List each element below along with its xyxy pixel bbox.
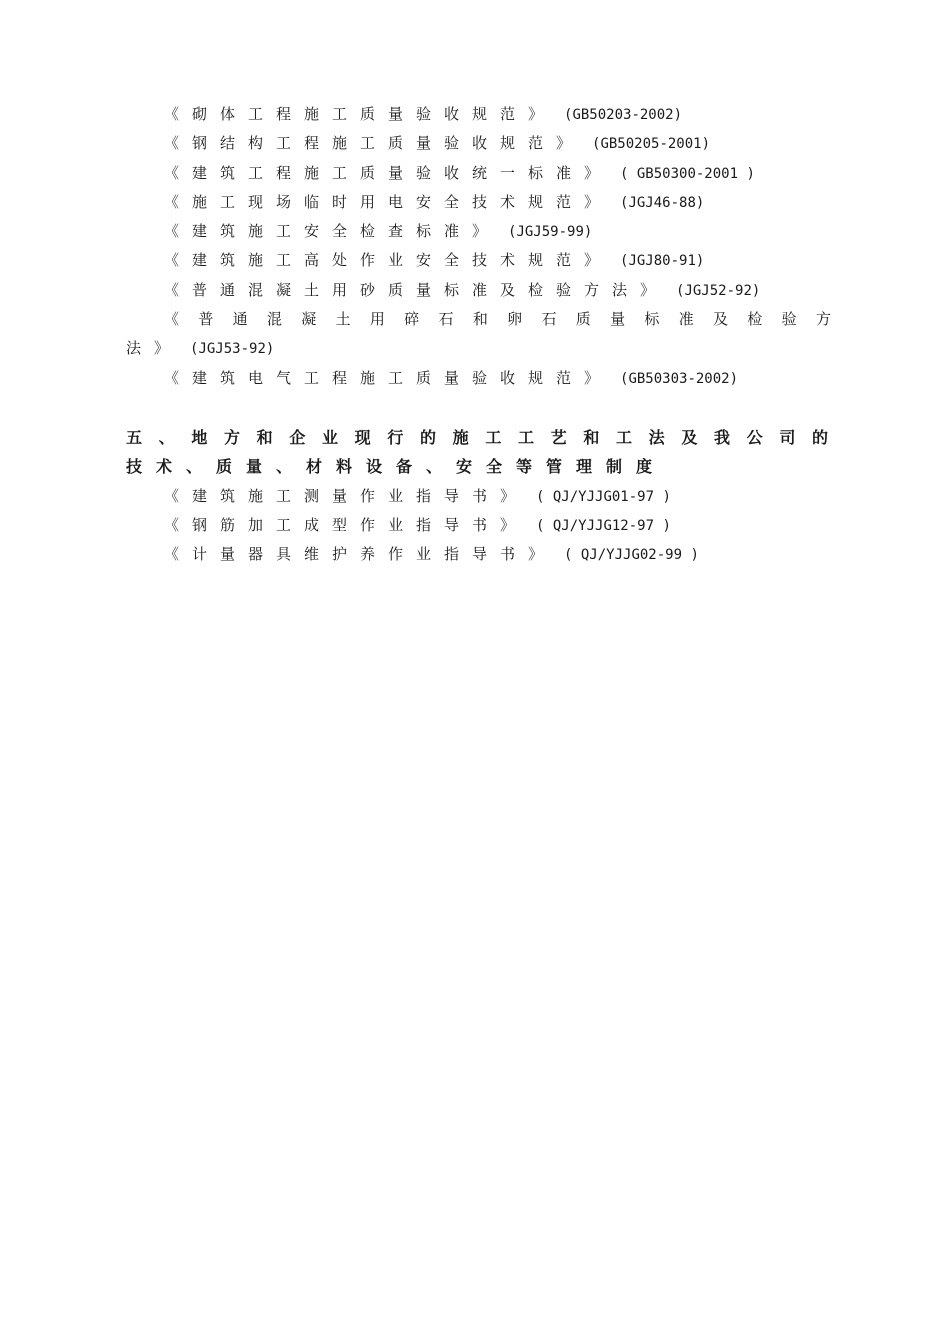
- guide-code: ( QJ/YJJG02-99 ): [564, 547, 699, 564]
- guide-item: [126, 482, 842, 511]
- standard-item: [126, 276, 842, 305]
- guide-item: [126, 511, 842, 540]
- standard-item: [126, 364, 842, 393]
- standard-title: 《建筑工程施工质量验收统一标准》: [164, 163, 613, 182]
- standard-item: [126, 129, 842, 158]
- standard-code: ( GB50300-2001 ): [620, 165, 755, 182]
- standard-item: [126, 100, 842, 129]
- standard-code: (GB50205-2001): [592, 136, 711, 153]
- standard-item-wrapped-line2: [126, 334, 842, 363]
- standard-code: (JGJ52-92): [676, 282, 761, 299]
- standard-item: [126, 246, 842, 275]
- section-heading-line2: 技术、质量、材料设备、安全等管理制度: [126, 457, 667, 477]
- standard-code: (JGJ46-88): [620, 194, 705, 211]
- standard-item: [126, 217, 842, 246]
- document-content: [126, 100, 842, 569]
- guide-item: [126, 540, 842, 569]
- standard-title: 《砌体工程施工质量验收规范》: [164, 105, 557, 123]
- guide-title: 《钢筋加工成型作业指导书》: [164, 515, 529, 534]
- standard-title: 《施工现场临时用电安全技术规范》: [164, 192, 613, 211]
- standard-item: [126, 159, 842, 188]
- guide-title: 《建筑施工测量作业指导书》: [164, 486, 529, 505]
- standard-item-wrapped-line1: [126, 305, 842, 334]
- standard-code: (GB50203-2002): [564, 107, 683, 123]
- standard-title: 《建筑施工安全检查标准》: [164, 222, 501, 241]
- standard-title: 《建筑施工高处作业安全技术规范》: [164, 251, 613, 270]
- standard-code: (GB50303-2002): [620, 370, 739, 387]
- standard-title: 《建筑电气工程施工质量验收规范》: [164, 368, 613, 387]
- standard-code: (JGJ80-91): [620, 253, 705, 270]
- standard-code: (JGJ59-99): [508, 224, 593, 241]
- standard-code: (JGJ53-92): [190, 341, 275, 358]
- standard-item: [126, 188, 842, 217]
- standard-title: 《钢结构工程施工质量验收规范》: [164, 134, 585, 153]
- guide-code: ( QJ/YJJG01-97 ): [536, 488, 671, 505]
- standard-title: 《普通混凝土用砂质量标准及检验方法》: [164, 280, 669, 299]
- guide-code: ( QJ/YJJG12-97 ): [536, 517, 671, 534]
- standard-title-part1: 《普通混凝土用碎石和卵石质量标准及检验方: [164, 310, 842, 329]
- guide-title: 《计量器具维护养作业指导书》: [164, 545, 557, 564]
- section-heading-line1: 五、地方和企业现行的施工工艺和工法及我公司的: [126, 427, 842, 447]
- section-gap: [126, 393, 842, 423]
- standard-title-part2: 法》: [126, 339, 183, 358]
